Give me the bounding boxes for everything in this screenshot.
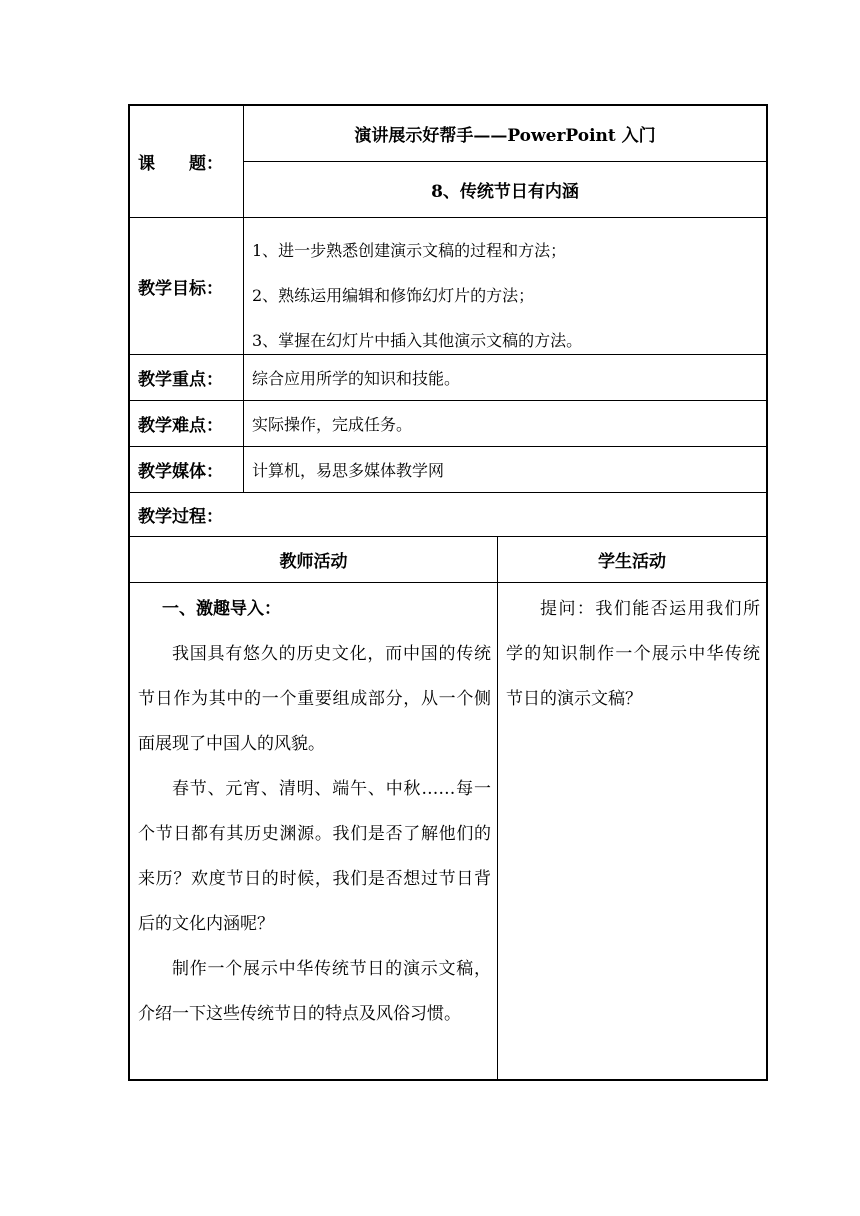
teacher-activity-header: 教师活动 xyxy=(130,537,498,582)
key-points-row xyxy=(130,355,766,401)
goals-label: 教学目标： xyxy=(130,218,244,354)
difficulties-label: 教学难点： xyxy=(130,401,244,446)
media-value: 计算机，易思多媒体教学网 xyxy=(252,461,445,480)
topic-label: 课 题： xyxy=(130,106,244,217)
section-heading: 一、激趣导入： xyxy=(162,599,281,619)
teacher-activity xyxy=(130,583,498,1079)
topic-row xyxy=(130,106,766,218)
activity-header-row xyxy=(130,537,766,583)
lesson-plan-table xyxy=(128,104,768,1081)
teacher-paragraph: 我国具有悠久的历史文化，而中国的传统节日作为其中的一个重要组成部分，从一个侧面展现了中国人的风貌。 xyxy=(138,644,491,754)
topic-content xyxy=(244,106,766,217)
difficulties-value: 实际操作，完成任务。 xyxy=(252,415,413,434)
difficulties-row xyxy=(130,401,766,447)
lesson-title: 8、传统节日有内涵 xyxy=(431,181,579,202)
unit-title: 演讲展示好帮手——PowerPoint 入门 xyxy=(244,106,766,162)
teacher-paragraph: 春节、元宵、清明、端午、中秋……每一个节日都有其历史渊源。我们是否了解他们的来历？欢度节日的时候，我们是否想过节日背后的文化内涵呢？ xyxy=(138,779,491,934)
student-paragraph: 提问：我们能否运用我们所学的知识制作一个展示中华传统节日的演示文稿？ xyxy=(506,599,760,709)
goals-row xyxy=(130,218,766,355)
student-activity-header: 学生活动 xyxy=(598,552,666,572)
process-label: 教学过程： xyxy=(130,493,766,537)
goals-list xyxy=(244,218,766,354)
media-row xyxy=(130,447,766,493)
teacher-paragraph: 制作一个展示中华传统节日的演示文稿，介绍一下这些传统节日的特点及风俗习惯。 xyxy=(138,959,491,1024)
key-points-value: 综合应用所学的知识和技能。 xyxy=(252,369,461,388)
goal-item: 3、掌握在幻灯片中插入其他演示文稿的方法。 xyxy=(252,331,583,350)
student-activity xyxy=(498,583,766,1079)
activity-body-row xyxy=(130,583,766,1079)
goal-item: 1、进一步熟悉创建演示文稿的过程和方法； xyxy=(252,241,567,260)
goal-item: 2、熟练运用编辑和修饰幻灯片的方法； xyxy=(252,286,535,305)
media-label: 教学媒体： xyxy=(130,447,244,492)
key-points-label: 教学重点： xyxy=(130,355,244,400)
